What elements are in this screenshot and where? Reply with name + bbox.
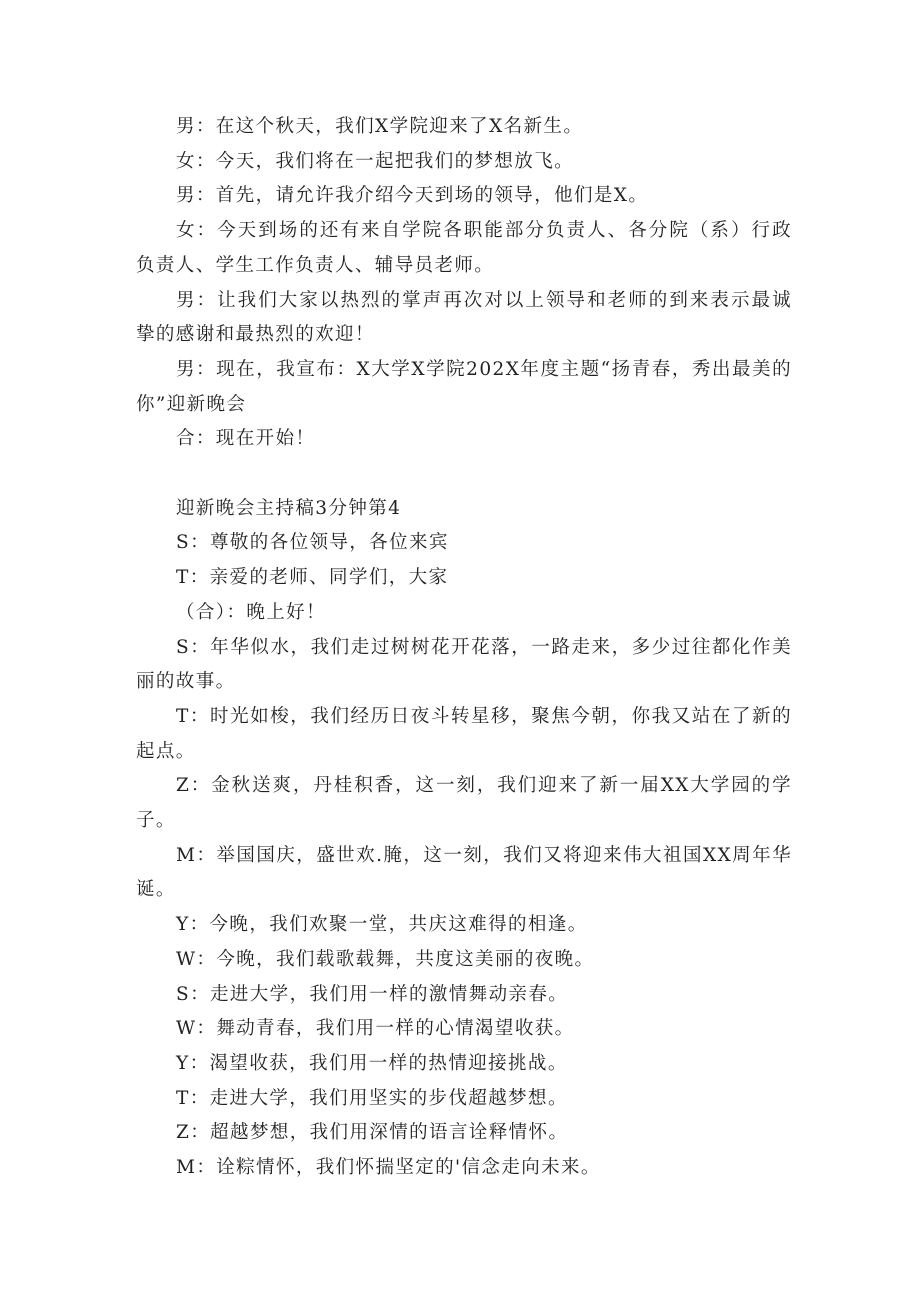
script-line: W：舞动青春，我们用一样的心情渴望收获。 bbox=[176, 1018, 575, 1040]
script-line: M：举国国庆，盛世欢.腌，这一刻，我们又将迎来伟大祖国XX周年华诞。 bbox=[136, 844, 792, 901]
script-line: Y：今晚，我们欢聚一堂，共庆这难得的相逢。 bbox=[176, 914, 588, 936]
section-gap bbox=[136, 457, 792, 492]
script-line: Z：金秋送爽，丹桂积香，这一刻，我们迎来了新一届XX大学园的学子。 bbox=[136, 775, 792, 832]
script-line: Z：超越梦想，我们用深情的语言诠释情怀。 bbox=[176, 1122, 569, 1144]
script-line: Y：渴望收获，我们用一样的热情迎接挑战。 bbox=[176, 1052, 568, 1074]
script-line-chorus: （合）：晚上好！ bbox=[176, 601, 326, 623]
script-line: W：今晚，我们载歌载舞，共度这美丽的夜晚。 bbox=[176, 948, 595, 970]
section-heading: 迎新晚会主持稿3分钟第4 bbox=[176, 497, 402, 519]
script-line: 男：现在，我宣布：X大学X学院202X年度主题“扬青春，秀出最美的你”迎新晚会 bbox=[136, 358, 792, 415]
script-line: S：年华似水，我们走过树树花开花落，一路走来，多少过往都化作美丽的故事。 bbox=[136, 636, 792, 693]
script-line: 合：现在开始！ bbox=[176, 428, 316, 450]
script-line: 男：让我们大家以热烈的掌声再次对以上领导和老师的到来表示最诚挚的感谢和最热烈的欢迎！ bbox=[136, 289, 792, 346]
script-line: 女：今天，我们将在一起把我们的梦想放飞。 bbox=[176, 150, 575, 172]
script-line: 女：今天到场的还有来自学院各职能部分负责人、各分院（系）行政负责人、学生工作负责人、辅导员老师。 bbox=[136, 220, 792, 276]
script-line: T：时光如梭，我们经历日夜斗转星移，聚焦今朝，你我又站在了新的起点。 bbox=[136, 705, 792, 762]
script-line: 男：首先，请允许我介绍今天到场的领导，他们是X。 bbox=[176, 185, 649, 207]
script-line: T：亲爱的老师、同学们，大家 bbox=[176, 567, 449, 589]
script-line: M：诠粽情怀，我们怀揣坚定的'信念走向未来。 bbox=[176, 1157, 601, 1179]
script-line: S：尊敬的各位领导，各位来宾 bbox=[176, 532, 449, 554]
script-line: S：走进大学，我们用一样的激情舞动亲春。 bbox=[176, 983, 569, 1005]
script-line: T：走进大学，我们用坚实的步伐超越梦想。 bbox=[176, 1087, 568, 1109]
document-body bbox=[136, 110, 792, 1186]
script-line: 男：在这个秋天，我们X学院迎来了X名新生。 bbox=[176, 116, 584, 137]
